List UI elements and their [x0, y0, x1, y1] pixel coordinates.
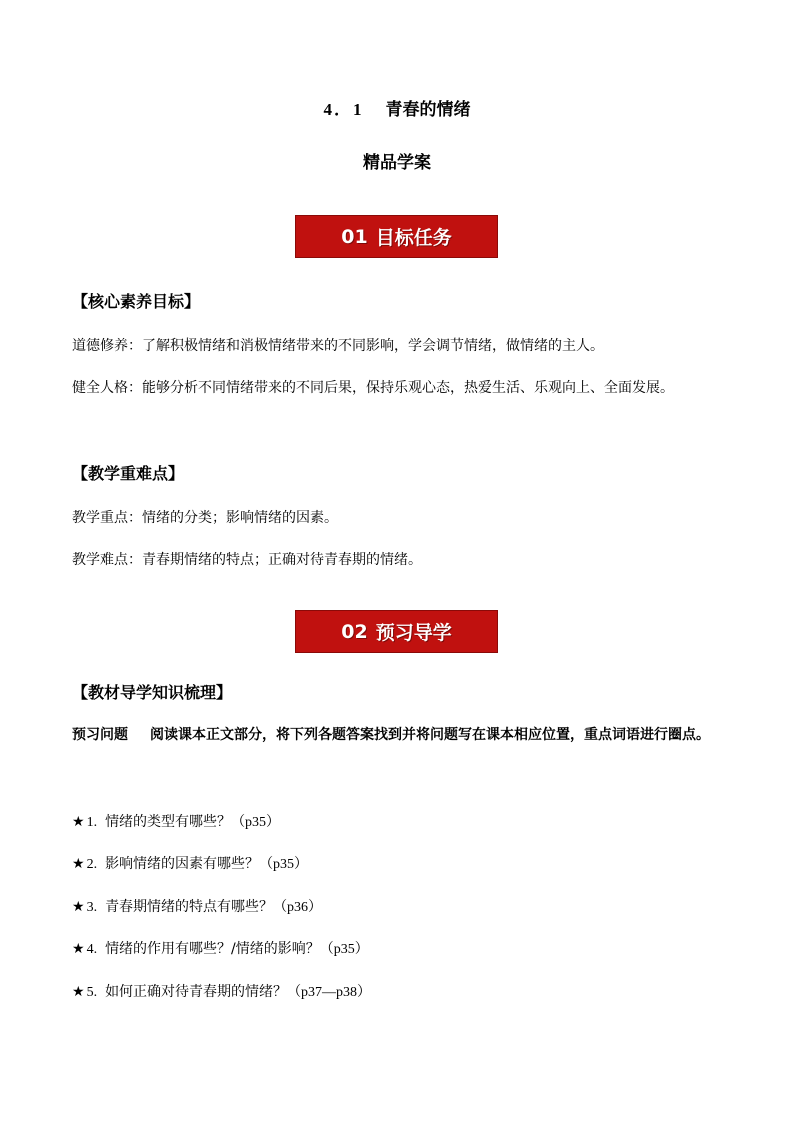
goal-personality: 健全人格：能够分析不同情绪带来的不同后果，保持乐观心态，热爱生活、乐观向上、全面发展。 — [72, 380, 674, 396]
preview-text: 阅读课本正文部分，将下列各题答案找到并将问题写在课本相应位置，重点词语进行圈点。 — [150, 727, 710, 743]
star-icon: ★ — [72, 856, 85, 872]
question-text: 青春期情绪的特点有哪些？ — [105, 899, 274, 915]
list-item — [72, 896, 322, 916]
question-number: 3. — [86, 900, 98, 915]
question-text: 影响情绪的因素有哪些？ — [105, 856, 260, 872]
question-number: 4. — [86, 942, 98, 957]
page-ref: （p36） — [273, 900, 323, 915]
section-banner-goals — [295, 215, 498, 258]
list-item — [72, 853, 308, 873]
page-subtitle: 精品学案 — [363, 153, 431, 173]
heading-core-goals: 【核心素养目标】 — [72, 292, 201, 311]
key-point: 教学重点：情绪的分类；影响情绪的因素。 — [72, 510, 338, 526]
preview-instruction — [72, 715, 724, 756]
goal-moral: 道德修养：了解积极情绪和消极情绪带来的不同影响，学会调节情绪，做情绪的主人。 — [72, 338, 604, 354]
list-item — [72, 938, 369, 958]
question-text: 情绪的作用有哪些？/情绪的影响？ — [105, 941, 320, 957]
question-text: 如何正确对待青春期的情绪？ — [105, 984, 288, 1000]
page-ref: （p35） — [319, 942, 369, 957]
difficult-point: 教学难点：青春期情绪的特点；正确对待青春期的情绪。 — [72, 552, 422, 568]
page-ref: （p35） — [259, 857, 309, 872]
heading-key-points: 【教学重难点】 — [72, 464, 185, 483]
star-icon: ★ — [72, 899, 85, 915]
page-ref: （p37—p38） — [287, 985, 372, 1000]
preview-label: 预习问题 — [72, 727, 128, 743]
page-ref: （p35） — [231, 815, 281, 830]
lesson-title: 青春的情绪 — [385, 100, 471, 120]
lesson-number: 4．1 — [323, 100, 364, 119]
question-text: 情绪的类型有哪些？ — [105, 814, 232, 830]
star-icon: ★ — [72, 814, 85, 830]
question-number: 5. — [86, 985, 98, 1000]
page-title — [0, 95, 794, 120]
banner-title: 预习导学 — [375, 622, 452, 644]
star-icon: ★ — [72, 984, 85, 1000]
banner-number: 01 — [341, 225, 368, 248]
question-number: 2. — [86, 857, 98, 872]
list-item — [72, 981, 371, 1001]
question-number: 1. — [86, 815, 98, 830]
heading-textbook-guide: 【教材导学知识梳理】 — [72, 683, 233, 702]
section-banner-preview — [295, 610, 498, 653]
banner-title: 目标任务 — [375, 227, 452, 249]
star-icon: ★ — [72, 941, 85, 957]
banner-number: 02 — [341, 620, 368, 643]
list-item — [72, 811, 280, 831]
